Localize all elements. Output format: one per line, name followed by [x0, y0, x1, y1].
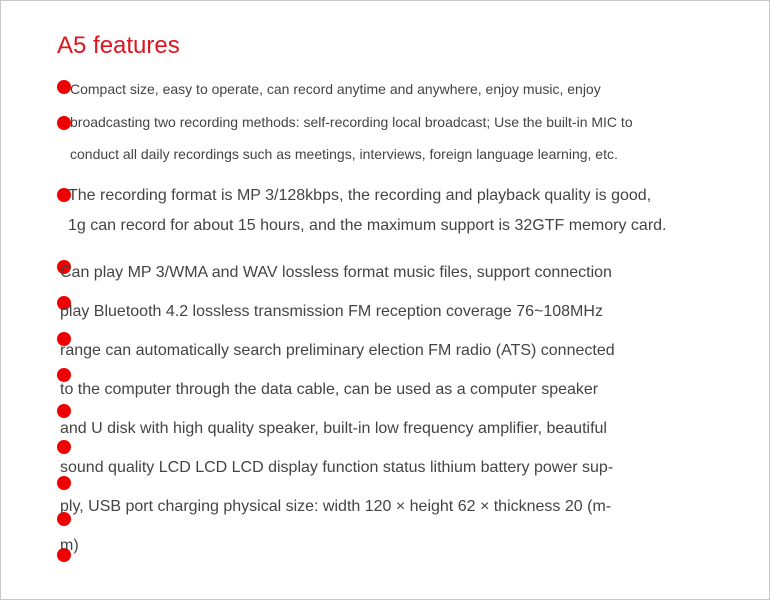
paragraph-1-line: conduct all daily recordings such as meetings, interviews, foreign language learning, etc.: [70, 146, 618, 162]
bullet-dot: [57, 440, 71, 454]
paragraph-3-line: sound quality LCD LCD LCD display function status lithium battery power sup-: [60, 459, 614, 476]
bullet-dot: [57, 476, 71, 490]
bullet-dot: [57, 116, 71, 130]
paragraph-1-line: broadcasting two recording methods: self-recording local broadcast; Use the built-in MIC to: [70, 114, 633, 130]
paragraph-3-line: and U disk with high quality speaker, built-in low frequency amplifier, beautiful: [60, 420, 607, 437]
paragraph-3-line: to the computer through the data cable, can be used as a computer speaker: [60, 381, 599, 398]
bullet-dot: [57, 404, 71, 418]
bullet-dot: [57, 80, 71, 94]
paragraph-2-line: 1g can record for about 15 hours, and the maximum support is 32GTF memory card.: [68, 217, 667, 234]
paragraph-1-line: Compact size, easy to operate, can record anytime and anywhere, enjoy music, enjoy: [70, 81, 601, 97]
paragraph-3-line: play Bluetooth 4.2 lossless transmission FM reception coverage 76~108MHz: [60, 303, 603, 320]
paragraph-3-line: m): [60, 537, 79, 554]
paragraph-3-line: Can play MP 3/WMA and WAV lossless format music files, support connection: [60, 264, 612, 281]
paragraph-2-line: The recording format is MP 3/128kbps, the recording and playback quality is good,: [68, 187, 652, 204]
paragraph-3-line: ply, USB port charging physical size: width 120 × height 62 × thickness 20 (m-: [60, 498, 612, 515]
paragraph-3-line: range can automatically search preliminary election FM radio (ATS) connected: [60, 342, 615, 359]
page-title: A5 features: [57, 32, 180, 59]
